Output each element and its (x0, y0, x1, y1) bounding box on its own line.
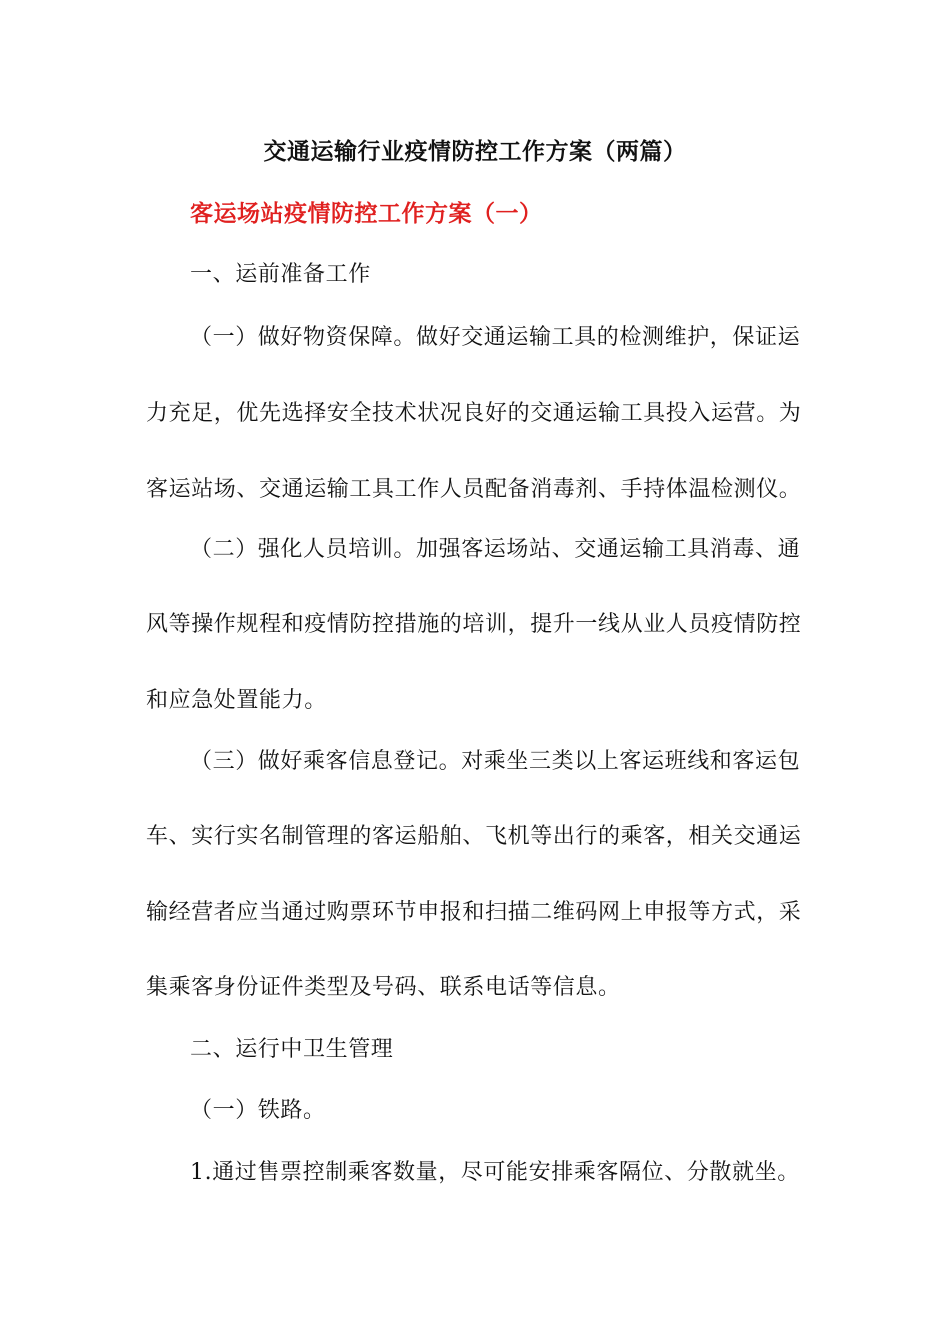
heading-prep-work: 一、运前准备工作 (190, 262, 371, 287)
paragraph-line: 力充足，优先选择安全技术状况良好的交通运输工具投入运营。为 (146, 401, 802, 426)
paragraph-line: 和应急处置能力。 (146, 688, 327, 713)
paragraph-line: （一）做好物资保障。做好交通运输工具的检测维护，保证运 (190, 325, 801, 350)
paragraph-line: 风等操作规程和疫情防控措施的培训，提升一线从业人员疫情防控 (146, 612, 802, 637)
paragraph-line: 1.通过售票控制乘客数量，尽可能安排乘客隔位、分散就坐。 (190, 1160, 800, 1185)
paragraph-line: 输经营者应当通过购票环节申报和扫描二维码网上申报等方式，采 (146, 900, 802, 925)
subheading-railway: （一）铁路。 (190, 1098, 326, 1123)
paragraph-line: （三）做好乘客信息登记。对乘坐三类以上客运班线和客运包 (190, 749, 801, 774)
paragraph-line: 集乘客身份证件类型及号码、联系电话等信息。 (146, 975, 621, 1000)
paragraph-line: 车、实行实名制管理的客运船舶、飞机等出行的乘客，相关交通运 (146, 824, 802, 849)
paragraph-line: 客运站场、交通运输工具工作人员配备消毒剂、手持体温检测仪。 (146, 477, 802, 502)
document-title: 交通运输行业疫情防控工作方案（两篇） (263, 139, 687, 165)
heading-operation-hygiene: 二、运行中卫生管理 (190, 1037, 394, 1062)
paragraph-line: （二）强化人员培训。加强客运场站、交通运输工具消毒、通 (190, 537, 801, 562)
section-subtitle: 客运场站疫情防控工作方案（一） (190, 201, 543, 227)
